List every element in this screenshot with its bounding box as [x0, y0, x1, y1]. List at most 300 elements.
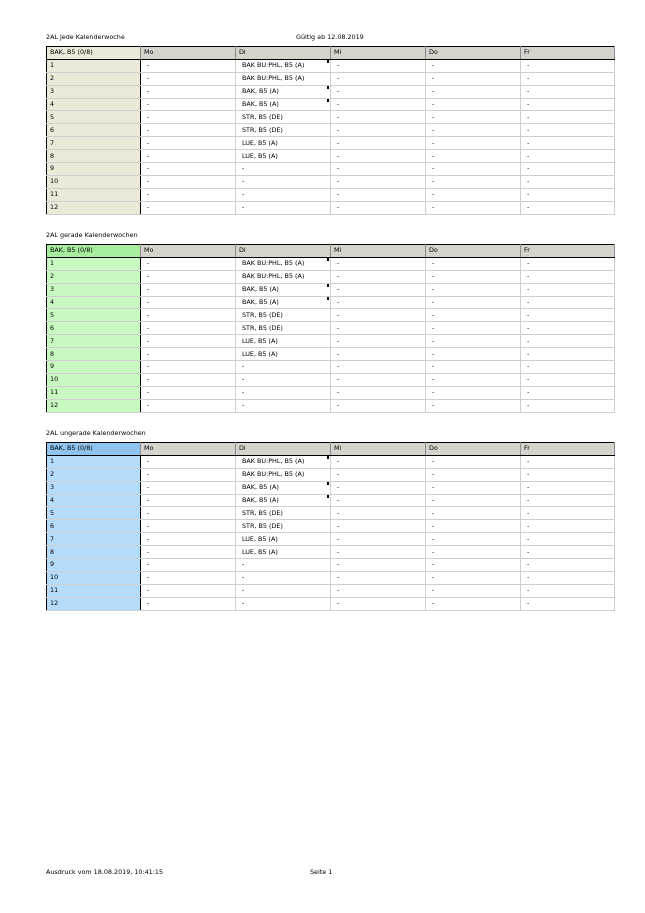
lesson-text: LUE, B5 (A) [242, 547, 278, 556]
lesson-cell: - [141, 59, 236, 72]
lesson-cell [236, 520, 331, 533]
period-row [47, 137, 615, 150]
lesson-text: STR, B5 (DE) [242, 112, 283, 121]
lesson-cell: - [331, 361, 426, 374]
marker-icon [327, 495, 329, 498]
period-row [47, 455, 615, 468]
timetable-even-weeks [46, 244, 615, 413]
lesson-text: BAK, B5 (A) [242, 285, 279, 294]
lesson-cell: - [426, 481, 521, 494]
lesson-text: BAK BU:PHL, B5 (A) [242, 272, 305, 281]
lesson-text: BAK, B5 (A) [242, 483, 279, 492]
lesson-cell: - [426, 455, 521, 468]
lesson-cell [236, 72, 331, 85]
lesson-cell: - [141, 85, 236, 98]
lesson-cell: - [426, 296, 521, 309]
period-row [47, 571, 615, 584]
lesson-text: - [242, 401, 245, 410]
period-number: 3 [47, 481, 141, 494]
lesson-cell: - [331, 335, 426, 348]
lesson-cell [236, 322, 331, 335]
block-title-2: 2AL gerade Kalenderwochen [46, 231, 138, 239]
lesson-cell: - [521, 137, 615, 150]
period-number: 11 [47, 584, 141, 597]
lesson-cell: - [521, 257, 615, 270]
lesson-cell: - [331, 188, 426, 201]
lesson-text: - [242, 203, 245, 212]
lesson-cell [236, 468, 331, 481]
lesson-cell: - [331, 163, 426, 176]
day-header: Do [426, 47, 521, 60]
lesson-cell: - [331, 283, 426, 296]
day-header: Do [426, 443, 521, 456]
lesson-cell: - [426, 188, 521, 201]
lesson-cell: - [331, 309, 426, 322]
marker-icon [327, 86, 329, 89]
lesson-cell: - [331, 455, 426, 468]
lesson-cell: - [331, 386, 426, 399]
period-number: 6 [47, 322, 141, 335]
lesson-text: - [242, 388, 245, 397]
lesson-cell [236, 98, 331, 111]
lesson-cell: - [521, 520, 615, 533]
lesson-text: - [242, 190, 245, 199]
period-row [47, 188, 615, 201]
lesson-cell: - [331, 270, 426, 283]
lesson-cell [236, 546, 331, 559]
block-title-1: 2AL jede Kalenderwoche [46, 33, 125, 41]
period-number: 7 [47, 533, 141, 546]
lesson-cell: - [426, 494, 521, 507]
lesson-cell: - [426, 124, 521, 137]
lesson-cell: - [426, 584, 521, 597]
period-number: 4 [47, 98, 141, 111]
lesson-cell: - [521, 335, 615, 348]
lesson-cell: - [521, 373, 615, 386]
period-number: 2 [47, 468, 141, 481]
lesson-cell: - [426, 597, 521, 610]
lesson-cell: - [331, 559, 426, 572]
lesson-cell: - [426, 546, 521, 559]
period-row [47, 335, 615, 348]
lesson-cell [236, 309, 331, 322]
period-row [47, 584, 615, 597]
lesson-cell: - [331, 98, 426, 111]
lesson-cell: - [141, 283, 236, 296]
period-number: 12 [47, 201, 141, 214]
lesson-cell: - [141, 520, 236, 533]
lesson-cell: - [141, 494, 236, 507]
lesson-text: BAK, B5 (A) [242, 100, 279, 108]
lesson-cell: - [521, 175, 615, 188]
lesson-cell: - [426, 399, 521, 412]
lesson-cell: - [426, 361, 521, 374]
lesson-cell: - [521, 468, 615, 481]
period-row [47, 98, 615, 111]
lesson-cell: - [141, 175, 236, 188]
period-row [47, 533, 615, 546]
lesson-cell: - [331, 468, 426, 481]
lesson-cell [236, 124, 331, 137]
period-row [47, 59, 615, 72]
lesson-cell: - [521, 546, 615, 559]
marker-icon [327, 284, 329, 287]
lesson-cell: - [426, 85, 521, 98]
lesson-text: BAK BU:PHL, B5 (A) [242, 259, 305, 268]
day-header: Di [236, 47, 331, 60]
lesson-cell: - [331, 150, 426, 163]
lesson-cell: - [521, 507, 615, 520]
print-timestamp: Ausdruck vom 18.08.2019, 10:41:15 [46, 868, 164, 876]
period-number: 4 [47, 296, 141, 309]
lesson-cell: - [331, 584, 426, 597]
period-row [47, 111, 615, 124]
period-number: 2 [47, 72, 141, 85]
day-header: Fr [521, 47, 615, 60]
lesson-cell: - [426, 111, 521, 124]
lesson-cell: - [426, 507, 521, 520]
period-number: 9 [47, 163, 141, 176]
lesson-cell: - [521, 98, 615, 111]
day-header: Mo [141, 443, 236, 456]
lesson-cell: - [331, 348, 426, 361]
lesson-cell: - [331, 85, 426, 98]
lesson-cell: - [426, 257, 521, 270]
lesson-cell: - [141, 559, 236, 572]
lesson-cell [236, 137, 331, 150]
lesson-cell: - [426, 348, 521, 361]
period-row [47, 399, 615, 412]
period-row [47, 72, 615, 85]
lesson-cell: - [521, 309, 615, 322]
lesson-cell [236, 150, 331, 163]
lesson-cell: - [521, 597, 615, 610]
lesson-text: BAK BU:PHL, B5 (A) [242, 470, 305, 479]
lesson-cell: - [521, 533, 615, 546]
lesson-cell: - [426, 175, 521, 188]
period-row [47, 361, 615, 374]
period-number: 5 [47, 111, 141, 124]
lesson-text: LUE, B5 (A) [242, 151, 278, 160]
period-number: 6 [47, 124, 141, 137]
lesson-cell: - [331, 373, 426, 386]
lesson-cell: - [426, 571, 521, 584]
lesson-cell: - [141, 201, 236, 214]
period-number: 8 [47, 546, 141, 559]
lesson-cell: - [141, 455, 236, 468]
lesson-cell: - [141, 335, 236, 348]
timetable-odd-weeks [46, 442, 615, 611]
lesson-cell [236, 481, 331, 494]
lesson-cell: - [426, 150, 521, 163]
lesson-cell: - [426, 163, 521, 176]
lesson-cell: - [141, 257, 236, 270]
lesson-cell: - [426, 520, 521, 533]
lesson-text: - [242, 560, 245, 569]
lesson-cell: - [331, 507, 426, 520]
lesson-cell: - [331, 494, 426, 507]
lesson-cell: - [521, 124, 615, 137]
lesson-cell: - [426, 98, 521, 111]
period-number: 3 [47, 283, 141, 296]
lesson-text: BAK, B5 (A) [242, 298, 279, 306]
period-row [47, 468, 615, 481]
lesson-cell [236, 399, 331, 412]
lesson-cell: - [426, 322, 521, 335]
lesson-text: LUE, B5 (A) [242, 336, 278, 345]
lesson-text: STR, B5 (DE) [242, 323, 283, 332]
lesson-cell: - [141, 348, 236, 361]
page-number: Seite 1 [310, 868, 333, 876]
lesson-text: - [242, 362, 245, 371]
lesson-cell: - [331, 59, 426, 72]
lesson-cell: - [521, 188, 615, 201]
lesson-cell: - [521, 283, 615, 296]
day-header: Mi [331, 47, 426, 60]
lesson-cell: - [426, 335, 521, 348]
lesson-cell: - [141, 399, 236, 412]
lesson-cell: - [521, 322, 615, 335]
lesson-cell: - [141, 571, 236, 584]
period-row [47, 175, 615, 188]
lesson-cell: - [141, 597, 236, 610]
lesson-text: STR, B5 (DE) [242, 310, 283, 319]
lesson-cell: - [426, 373, 521, 386]
lesson-cell: - [521, 348, 615, 361]
lesson-cell: - [426, 386, 521, 399]
marker-icon [327, 297, 329, 300]
period-row [47, 296, 615, 309]
period-number: 9 [47, 559, 141, 572]
lesson-cell: - [331, 481, 426, 494]
lesson-cell [236, 175, 331, 188]
lesson-text: BAK BU:PHL, B5 (A) [242, 457, 305, 466]
lesson-cell: - [141, 188, 236, 201]
lesson-cell: - [521, 361, 615, 374]
lesson-text: STR, B5 (DE) [242, 125, 283, 134]
lesson-cell: - [331, 571, 426, 584]
lesson-cell: - [426, 59, 521, 72]
period-number: 2 [47, 270, 141, 283]
lesson-cell: - [141, 361, 236, 374]
lesson-cell: - [141, 137, 236, 150]
period-number: 1 [47, 455, 141, 468]
marker-icon [327, 482, 329, 485]
period-number: 10 [47, 175, 141, 188]
period-number: 1 [47, 59, 141, 72]
lesson-cell: - [521, 59, 615, 72]
header-row [47, 47, 615, 60]
period-row [47, 201, 615, 214]
period-row [47, 520, 615, 533]
lesson-cell: - [141, 373, 236, 386]
lesson-cell: - [141, 124, 236, 137]
lesson-cell: - [331, 137, 426, 150]
lesson-cell: - [521, 584, 615, 597]
lesson-text: BAK, B5 (A) [242, 496, 279, 504]
marker-icon [327, 258, 329, 261]
lesson-text: LUE, B5 (A) [242, 138, 278, 147]
lesson-cell: - [426, 72, 521, 85]
lesson-cell [236, 361, 331, 374]
day-header: Mo [141, 245, 236, 258]
period-row [47, 546, 615, 559]
lesson-cell: - [331, 546, 426, 559]
lesson-cell [236, 335, 331, 348]
period-row [47, 283, 615, 296]
lesson-cell: - [141, 72, 236, 85]
lesson-cell [236, 111, 331, 124]
lesson-cell: - [426, 137, 521, 150]
period-number: 3 [47, 85, 141, 98]
lesson-cell: - [141, 584, 236, 597]
lesson-cell: - [331, 175, 426, 188]
period-number: 5 [47, 507, 141, 520]
lesson-cell [236, 455, 331, 468]
lesson-text: - [242, 164, 245, 173]
lesson-text: STR, B5 (DE) [242, 508, 283, 517]
class-label: BAK, B5 (0/8) [47, 443, 141, 456]
day-header: Mi [331, 245, 426, 258]
lesson-cell [236, 59, 331, 72]
lesson-cell [236, 201, 331, 214]
lesson-cell [236, 296, 331, 309]
period-row [47, 270, 615, 283]
lesson-cell: - [521, 455, 615, 468]
lesson-cell: - [141, 150, 236, 163]
lesson-cell [236, 373, 331, 386]
lesson-cell [236, 283, 331, 296]
day-header: Fr [521, 245, 615, 258]
lesson-cell [236, 597, 331, 610]
lesson-cell: - [141, 309, 236, 322]
period-number: 12 [47, 399, 141, 412]
lesson-cell: - [141, 468, 236, 481]
period-number: 6 [47, 520, 141, 533]
lesson-text: BAK, B5 (A) [242, 87, 279, 96]
lesson-cell: - [331, 72, 426, 85]
period-number: 11 [47, 386, 141, 399]
period-row [47, 481, 615, 494]
validity-date: Gültig ab 12.08.2019 [296, 33, 364, 41]
lesson-cell: - [141, 386, 236, 399]
marker-icon [327, 99, 329, 102]
lesson-cell: - [521, 201, 615, 214]
lesson-cell: - [331, 322, 426, 335]
day-header: Mi [331, 443, 426, 456]
lesson-cell: - [426, 559, 521, 572]
lesson-cell: - [521, 494, 615, 507]
period-row [47, 150, 615, 163]
period-number: 12 [47, 597, 141, 610]
period-number: 8 [47, 150, 141, 163]
lesson-cell: - [331, 399, 426, 412]
lesson-cell [236, 494, 331, 507]
lesson-cell: - [521, 270, 615, 283]
lesson-cell: - [521, 571, 615, 584]
lesson-cell: - [521, 559, 615, 572]
lesson-cell: - [426, 201, 521, 214]
period-row [47, 373, 615, 386]
header-row [47, 245, 615, 258]
period-number: 7 [47, 137, 141, 150]
period-row [47, 257, 615, 270]
lesson-text: LUE, B5 (A) [242, 349, 278, 358]
timetable-every-week [46, 46, 615, 215]
period-number: 8 [47, 348, 141, 361]
period-number: 5 [47, 309, 141, 322]
class-label: BAK, B5 (0/8) [47, 47, 141, 60]
lesson-cell: - [331, 533, 426, 546]
lesson-text: - [242, 599, 245, 608]
lesson-text: LUE, B5 (A) [242, 534, 278, 543]
lesson-cell: - [141, 507, 236, 520]
lesson-cell: - [331, 257, 426, 270]
period-number: 10 [47, 571, 141, 584]
lesson-cell [236, 270, 331, 283]
lesson-cell [236, 559, 331, 572]
lesson-cell [236, 85, 331, 98]
lesson-cell [236, 571, 331, 584]
lesson-text: - [242, 375, 245, 384]
period-number: 11 [47, 188, 141, 201]
lesson-cell: - [426, 533, 521, 546]
lesson-cell: - [521, 386, 615, 399]
lesson-cell: - [331, 111, 426, 124]
lesson-cell: - [521, 150, 615, 163]
lesson-cell: - [331, 296, 426, 309]
period-row [47, 85, 615, 98]
lesson-cell [236, 188, 331, 201]
period-number: 7 [47, 335, 141, 348]
day-header: Do [426, 245, 521, 258]
lesson-cell [236, 533, 331, 546]
period-row [47, 597, 615, 610]
lesson-cell: - [141, 533, 236, 546]
lesson-cell [236, 507, 331, 520]
header-row [47, 443, 615, 456]
block-title-3: 2AL ungerade Kalenderwochen [46, 429, 146, 437]
day-header: Fr [521, 443, 615, 456]
lesson-cell: - [426, 283, 521, 296]
lesson-text: - [242, 586, 245, 595]
period-row [47, 386, 615, 399]
lesson-cell [236, 163, 331, 176]
lesson-cell: - [426, 468, 521, 481]
lesson-cell [236, 257, 331, 270]
lesson-cell: - [141, 481, 236, 494]
lesson-cell: - [141, 296, 236, 309]
lesson-cell: - [141, 546, 236, 559]
lesson-cell: - [331, 520, 426, 533]
period-row [47, 494, 615, 507]
lesson-text: - [242, 573, 245, 582]
period-number: 1 [47, 257, 141, 270]
period-row [47, 507, 615, 520]
lesson-text: BAK BU:PHL, B5 (A) [242, 74, 305, 83]
day-header: Di [236, 245, 331, 258]
class-label: BAK, B5 (0/8) [47, 245, 141, 258]
lesson-cell [236, 348, 331, 361]
lesson-cell: - [331, 124, 426, 137]
lesson-cell: - [426, 309, 521, 322]
lesson-cell: - [521, 85, 615, 98]
day-header: Di [236, 443, 331, 456]
lesson-cell: - [521, 163, 615, 176]
period-row [47, 309, 615, 322]
lesson-cell: - [141, 98, 236, 111]
lesson-cell: - [141, 270, 236, 283]
